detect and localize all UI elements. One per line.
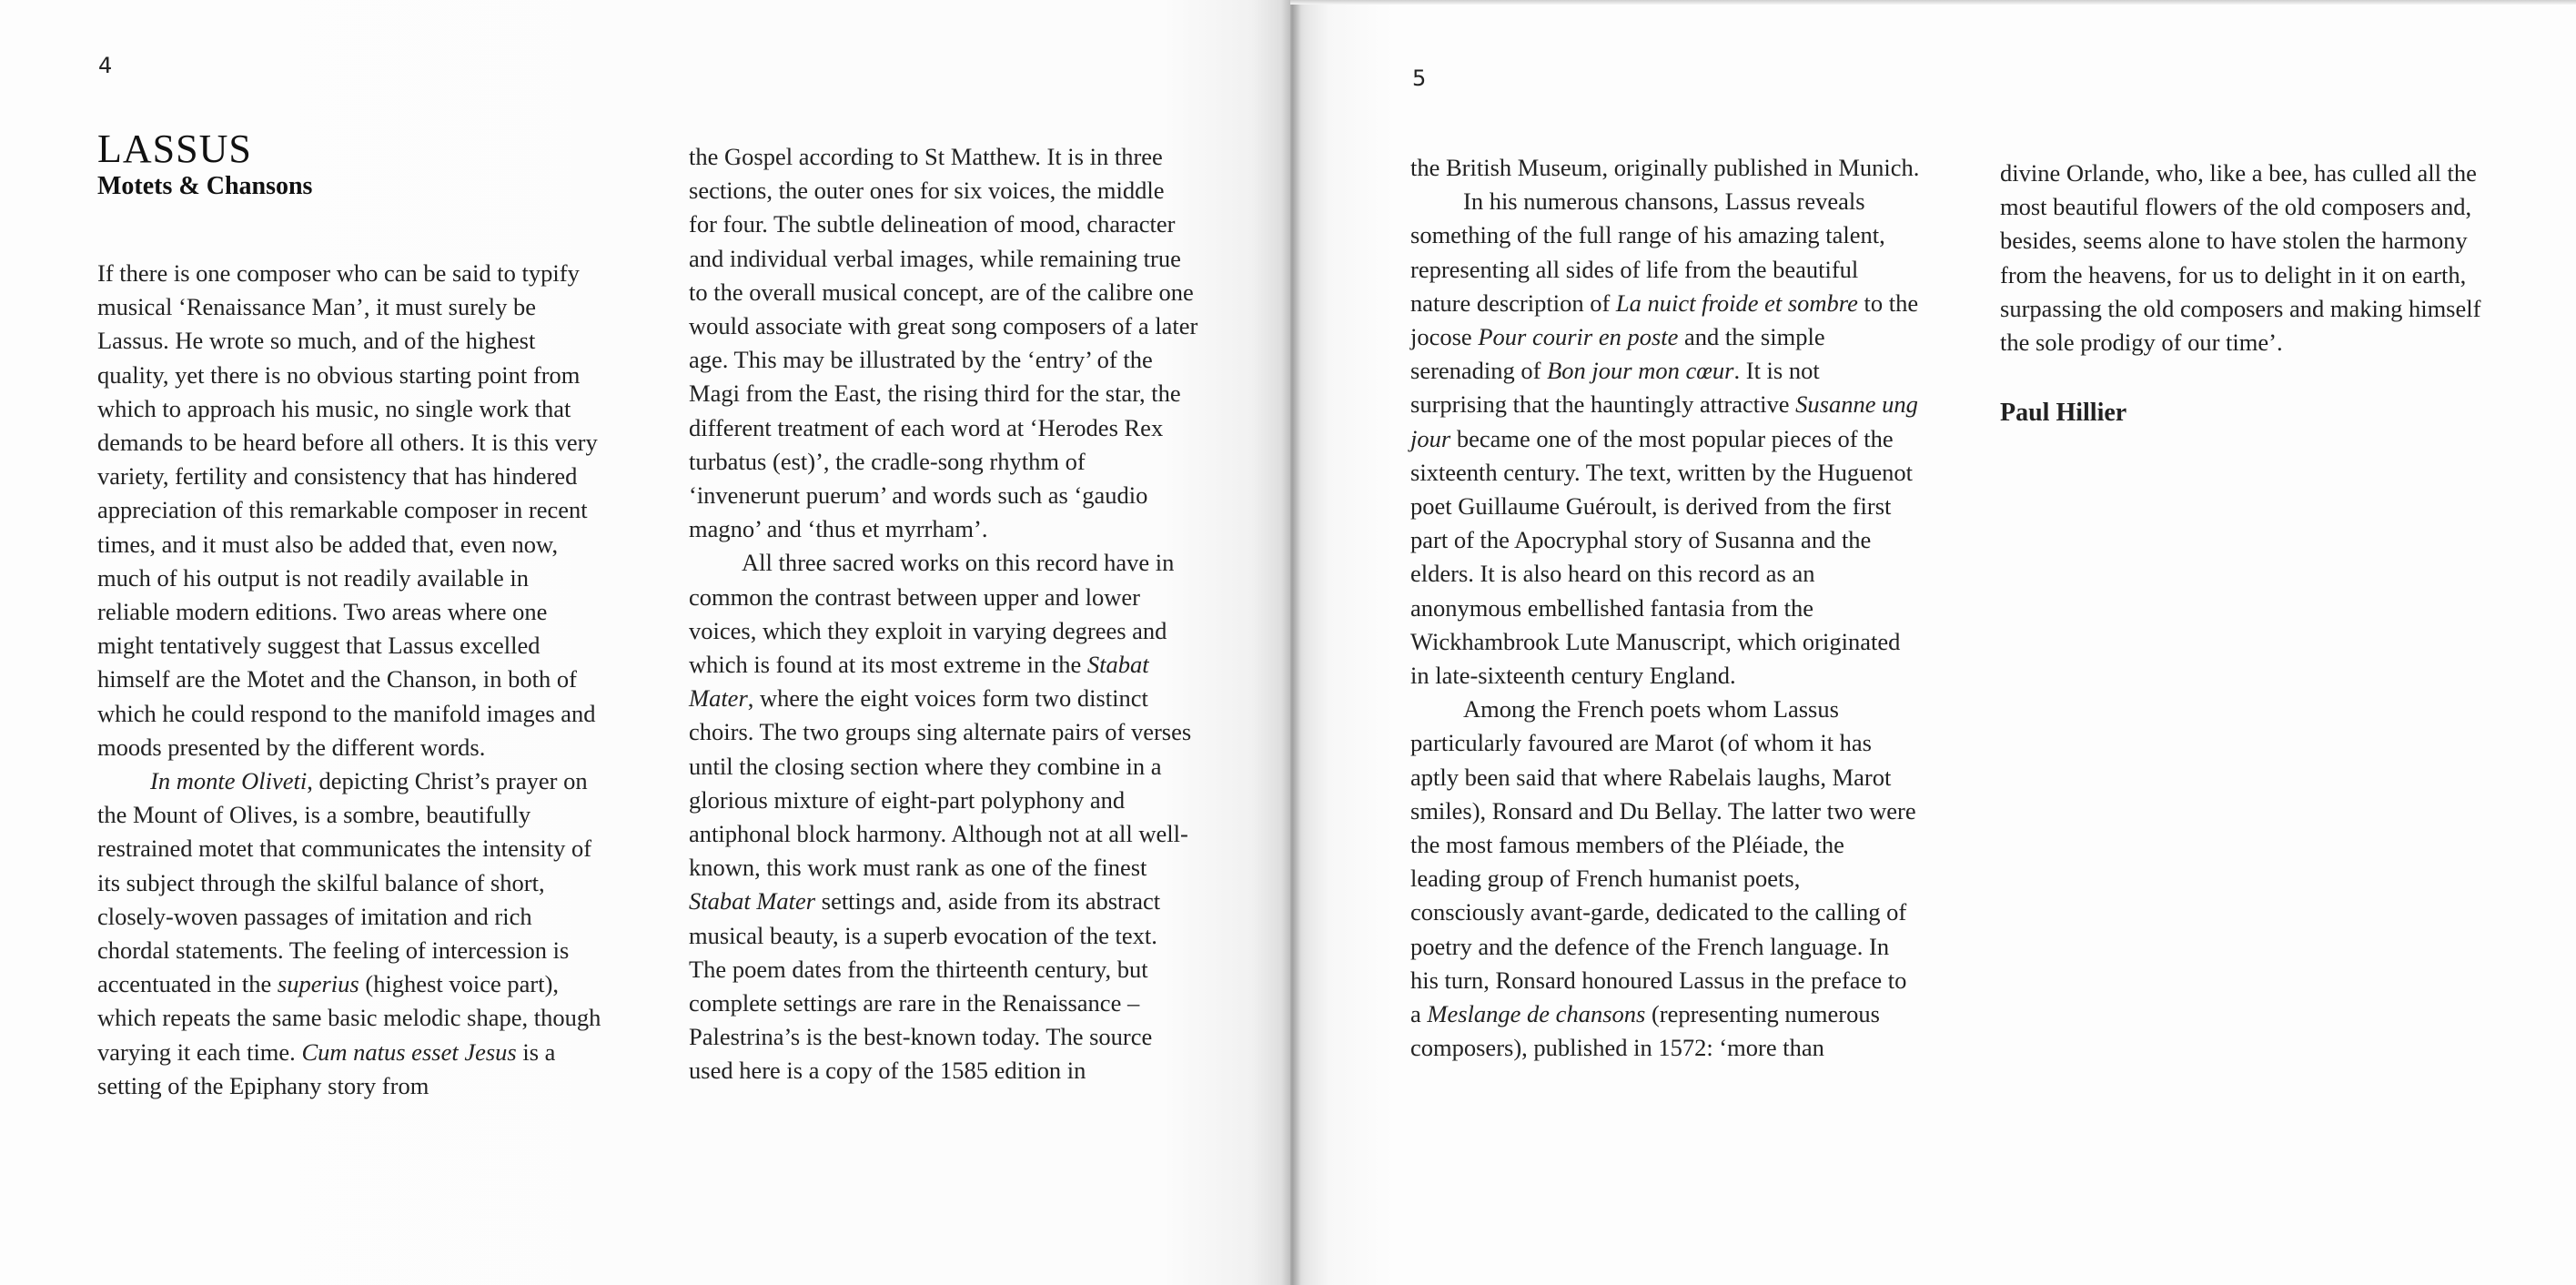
column-body <box>97 257 607 1103</box>
right-column-1 <box>1410 151 1920 1065</box>
left-column-1 <box>97 127 607 1103</box>
page-number: 5 <box>1412 66 1427 91</box>
page-subtitle: Motets & Chansons <box>97 172 313 200</box>
page-title: LASSUS <box>97 126 252 171</box>
book-gutter <box>1281 0 1301 1285</box>
author-signature: Paul Hillier <box>2000 399 2127 428</box>
page-number: 4 <box>98 53 113 78</box>
paragraph: If there is one composer who can be said to typify musical ‘Renaissance Man’, it must surely be Lassus. He wrote so much, and of the highest quality, yet there is no obvious starting point from which to approach his music, no single work that demands to be heard before all others. It is this very variety, fertility and consistency that has hindered appreciation of this remarkable composer in recent times, and it must also be added that, even now, much of his output is not readily available in reliable modern editions. Two areas where one might tentatively suggest that Lassus excelled himself are the Motet and the Chanson, in both of which he could respond to the manifold images and moods presented by the different words. <box>97 259 598 761</box>
paragraph: In monte Oliveti, depicting Christ’s prayer on the Mount of Olives, is a sombre, beautifully restrained motet that communicates the intensity of its subject through the skilful balance of short, closely-woven passages of imitation and rich chordal statements. The feeling of intercession is accentuated in the superius (highest voice part), which repeats the same basic melodic shape, though varying it each time. Cum natus esset Jesus is a setting of the Epiphany story from <box>97 767 601 1099</box>
left-column-2 <box>689 140 1198 1088</box>
paragraph: the British Museum, originally published in Munich. <box>1410 154 1920 181</box>
paragraph: In his numerous chansons, Lassus reveals something of the full range of his amazing talent, representing all sides of life from the beautiful nature description of La nuict froide et sombre to the jocose Pour courir en poste and the simple serenading of Bon jour mon cœur. It is not surprising that the hauntingly attractive Susanne ung jour became one of the most popular pieces of the sixteenth century. The text, written by the Huguenot poet Guillaume Guéroult, is derived from the first part of the Apocryphal story of Susanna and the elders. It is also heard on this record as an anonymous embellished fantasia from the Wickhambrook Lute Manuscript, which originated in late-sixteenth century England. <box>1410 187 1919 690</box>
column-body <box>2000 157 2510 359</box>
paragraph: divine Orlande, who, like a bee, has culled all the most beautiful flowers of the old composers and, besides, seems alone to have stolen the harmony from the heavens, for us to delight in it on earth, surpassing the old composers and making himself the sole prodigy of our time’. <box>2000 159 2481 357</box>
paragraph: the Gospel according to St Matthew. It is in three sections, the outer ones for six voices, the middle for four. The subtle delineation of mood, character and individual verbal images, while remaining true to the overall musical concept, are of the calibre one would associate with great song composers of a later age. This may be illustrated by the ‘entry’ of the Magi from the East, the rising third for the star, the different treatment of each word at ‘Herodes Rex turbatus (est)’, the cradle-song rhythm of ‘invenerunt puerum’ and words such as ‘gaudio magno’ and ‘thus et myrrham’. <box>689 143 1198 543</box>
paragraph: Among the French poets whom Lassus particularly favoured are Marot (of whom it has aptly been said that where Rabelais laughs, Marot smiles), Ronsard and Du Bellay. The latter two were the most famous members of the Pléiade, the leading group of French humanist poets, consciously avant-garde, dedicated to the calling of poetry and the defence of the French language. In his turn, Ronsard honoured Lassus in the preface to a Meslange de chansons (representing numerous composers), published in 1572: ‘more than <box>1410 695 1916 1062</box>
paragraph: All three sacred works on this record have in common the contrast between upper and lower voices, which they exploit in varying degrees and which is found at its most extreme in the Stabat Mater, where the eight voices form two distinct choirs. The two groups sing alternate pairs of verses until the closing section where they combine in a glorious mixture of eight-part polyphony and antiphonal block harmony. Although not at all well-known, this work must rank as one of the finest Stabat Mater settings and, aside from its abstract musical beauty, is a superb evocation of the text. The poem dates from the thirteenth century, but complete settings are rare in the Renaissance – Palestrina’s is the best-known today. The source used here is a copy of the 1585 edition in <box>689 549 1192 1085</box>
column-body <box>689 140 1198 1088</box>
column-body <box>1410 151 1920 1065</box>
right-page <box>1290 0 2576 1285</box>
right-column-2 <box>2000 157 2510 430</box>
page-top-edge <box>1290 0 2576 5</box>
